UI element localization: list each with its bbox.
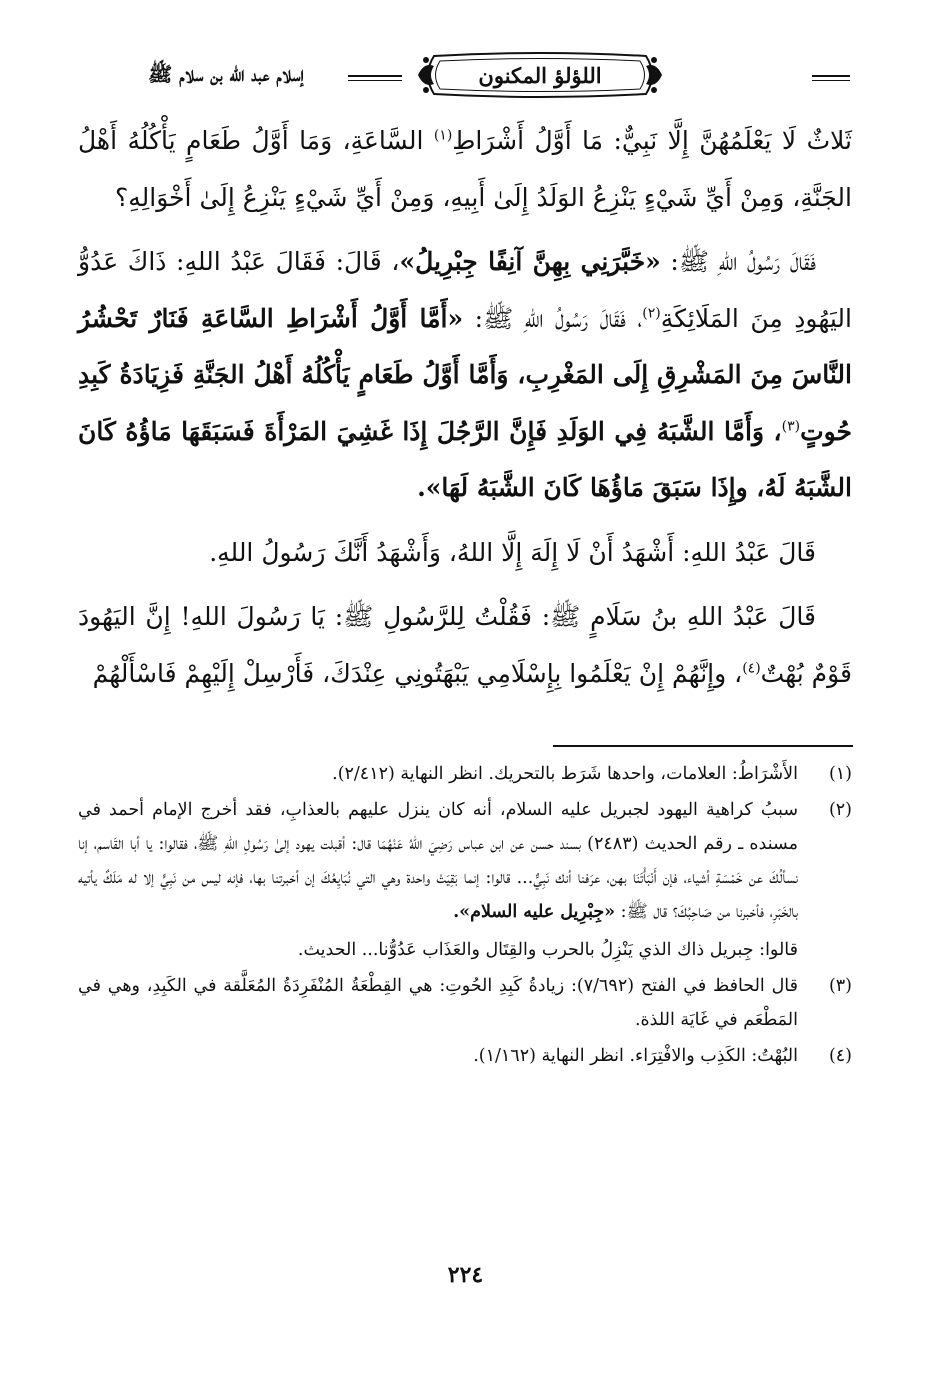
text-run: فَقَالَ رَسُولُ اللهِ ﷺ: xyxy=(660,247,817,276)
page-number: ٢٢٤ xyxy=(447,1262,484,1288)
text-run: سببُ كراهية اليهود لجبريل عليه السلام، أنه كان ينزل عليهم بالعذابِ، فقد أخرج الإمام أحمد في مسنده ـ رقم الحديث (٢٤٨٣) بسند حسن عن ابن عباس رَضِيَ اللهُ عَنْهُمَا قال: أقبلت يهود إلىٰ رَسُولِ اللهِ ﷺ، فقالوا: يا أبا القَاسم، إنا نسألُكَ عن خَمْسَةِ أشياء، فإن أَنْبَأْتَنَا بهن، عرَفنا أنك نَبِيٌّ... قالوا: إنما بَقِيَتْ واحدة وهي التي نُبَايِعُكَ إن أخبرتنا بها، فإنه ليس من نَبِيٍّ إلا له مَلَكٌ يأتيه بالخَبَرِ، فأخبرنا من صَاحِبُكَ؟ قال ﷺ: xyxy=(78,800,798,922)
footnote-text: الأَشْرَاطُ: العلامات، واحدها شَرَط بالتحريك. انظر النهاية (٢/٤١٢). xyxy=(332,764,798,784)
footnote-number: (٣) xyxy=(828,976,852,996)
footnote-number: (٢) xyxy=(828,800,852,820)
title-cartouche xyxy=(414,48,666,102)
paragraph-2 xyxy=(78,234,852,517)
footnote-text-continued: قالوا: جِبريل ذاك الذي يَنْزِلُ بالحرب والقِتَال والعَذَاب عَدُوُّنا... الحديث. xyxy=(297,940,798,960)
footnote-text xyxy=(78,793,798,929)
hadith-quote: «أَمَّا أَوَّلُ أَشْرَاطِ السَّاعَةِ فَنَارٌ تَحْشُرُ النَّاسَ مِنَ المَشْرِقِ إِلَى المَغْرِبِ، وَأَمَّا أَوَّلُ طَعَامٍ يَأْكُلُهُ أَهْلُ الجَنَّةِ فَزِيَادَةُ كَبِدِ حُوتٍ xyxy=(78,303,852,446)
footnote-text: البُهْتُ: الكَذِب والافْتِرَاء. انظر النهاية (١/١٦٢). xyxy=(473,1046,798,1066)
text-run: قَالَ عَبْدُ اللهِ بنُ سَلَامٍ ﷺ: فَقُلْتُ لِلرَّسُولِ ﷺ: يَا رَسُولَ اللهِ! إِنَّ اليَهُودَ قَوْمٌ بُهْتٌ xyxy=(78,602,852,688)
footnote-ref-4[interactable]: (٤) xyxy=(742,660,761,677)
footnote-text: قال الحافظ في الفتح (٧/٦٩٢): زيادةُ كَبِدِ الحُوتِ: هي القِطْعَةُ المُنْفَرِدَةُ المُعَلَّقة في الكَبِدِ، وهي في المَطْعَم في غَايَة اللذة. xyxy=(78,976,798,1030)
footnote-4 xyxy=(78,1039,852,1073)
paragraph-3: قَالَ عَبْدُ اللهِ: أَشْهَدُ أَنْ لَا إِلَهَ إِلَّا اللهُ، وَأَشْهَدُ أَنَّكَ رَسُولُ اللهِ. xyxy=(209,537,816,567)
text-run: ، فَقَالَ رَسُولُ اللهِ ﷺ: xyxy=(463,303,643,333)
main-text xyxy=(78,113,852,702)
running-header xyxy=(80,48,850,108)
paragraph-1 xyxy=(78,113,852,226)
book-title: اللؤلؤ المكنون xyxy=(478,62,602,88)
text-run: ، قَالَ: فَقَالَ عَبْدُ اللهِ: ذَاكَ عَدُوُّ اليَهُودِ مِنَ المَلَائِكَةِ xyxy=(78,247,852,333)
header-rule-right xyxy=(812,75,850,77)
hadith-quote: «جِبْرِيل عليه السلام». xyxy=(453,902,616,922)
footnote-3 xyxy=(78,969,852,1037)
footnote-ref-1[interactable]: (١) xyxy=(433,127,453,144)
footnote-separator xyxy=(553,745,853,747)
text-run: السَّاعَةِ، وَمَا أَوَّلُ طَعَامٍ يَأْكُلُهُ أَهْلُ الجَنَّةِ، وَمِنْ أَيِّ شَيْءٍ يَنْزِعُ الوَلَدُ إِلَىٰ أَبِيهِ، وَمِنْ أَيِّ شَيْءٍ يَنْزِعُ إِلَىٰ أَخْوَالِهِ؟ xyxy=(78,126,852,212)
hadith-quote: ، وَأَمَّا الشَّبَهُ فِي الوَلَدِ فَإِنَّ الرَّجُلَ إِذَا غَشِيَ المَرْأَةَ فَسَبَقَهَا مَاؤُهُ كَانَ الشَّبَهُ لَهُ، وإِذَا سَبَقَ مَاؤُهَا كَانَ الشَّبَهُ لَهَا». xyxy=(78,416,852,502)
footnotes xyxy=(78,757,852,1075)
footnote-1 xyxy=(78,757,852,791)
footnote-2 xyxy=(78,793,852,967)
footnote-number: (١) xyxy=(828,764,852,784)
footnote-ref-3[interactable]: (٣) xyxy=(781,418,801,435)
footnote-ref-2[interactable]: (٢) xyxy=(642,305,661,322)
text-run: ، وإِنَّهُمْ إِنْ يَعْلَمُوا بِإِسْلَامِي يَبْهَتُونِي عِنْدَكَ، فَأَرْسِلْ إِلَيْهِمْ فَاسْأَلْهُمْ xyxy=(92,658,743,688)
hadith-quote: «خَبَّرَنِي بِهِنَّ آنِفًا جِبْرِيلُ» xyxy=(399,247,661,276)
paragraph-4 xyxy=(78,589,852,702)
chapter-title: إسلام عبد الله بن سلام ﷺ xyxy=(148,62,304,86)
footnote-number: (٤) xyxy=(828,1046,852,1066)
text-run: ثَلاثٌ لَا يَعْلَمُهُنَّ إِلَّا نَبِيٌّ: مَا أَوَّلُ أَشْرَاطِ xyxy=(452,126,852,155)
